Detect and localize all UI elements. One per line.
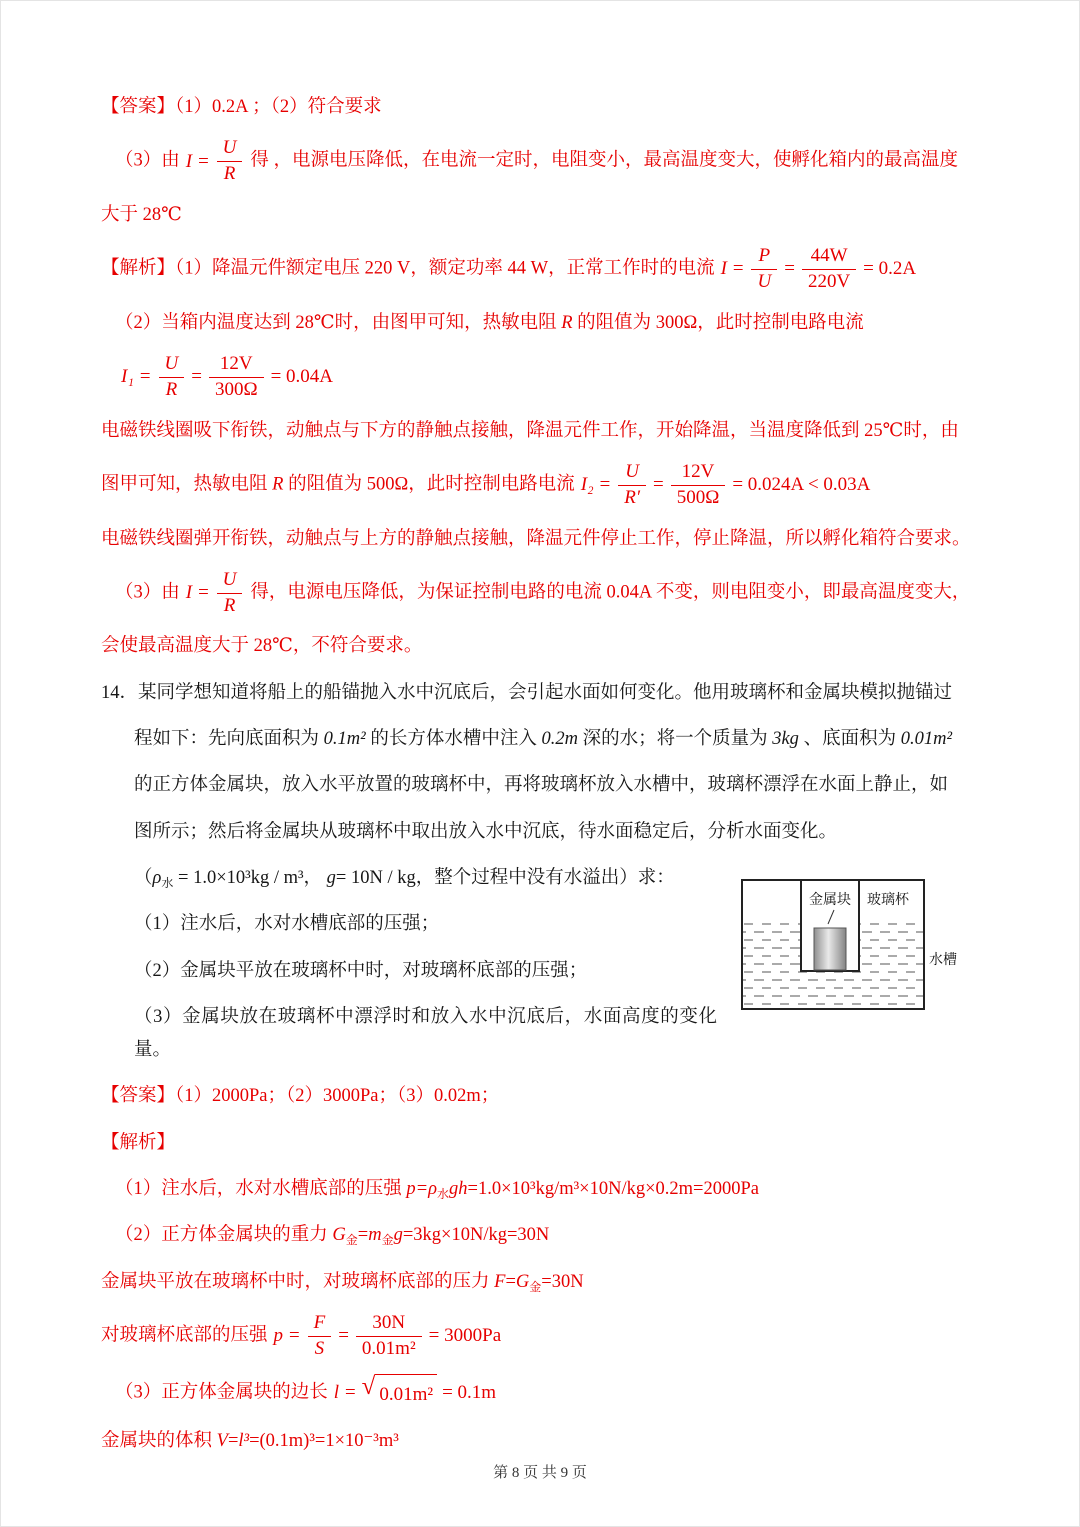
- fraction: [209, 353, 264, 402]
- fraction: [671, 461, 726, 510]
- math-run: =30N: [541, 1271, 584, 1292]
- variable-g: g: [393, 1225, 403, 1246]
- q14-solution-section: [101, 1080, 987, 1458]
- q13-answer-text: 【答案】（1）0.2A ；（2）符合要求: [101, 97, 382, 117]
- text-run: 、底面积为: [803, 729, 897, 750]
- subscript-metal: 金: [381, 1233, 394, 1248]
- metal-block: [814, 928, 846, 970]
- text-run: （3）金属块放在玻璃杯中漂浮时和放入水中沉底后，水面高度的变化量。: [134, 1006, 717, 1061]
- text-run: 图甲可知，热敏电阻: [101, 474, 268, 495]
- rho-subscript-water: 水: [161, 875, 174, 890]
- q14-answer-line: [101, 1080, 987, 1113]
- label-water-tank: 水槽: [929, 952, 957, 968]
- text-run: （3）由: [115, 150, 180, 171]
- q14-stem-line2: [134, 723, 987, 756]
- q13-answer-part3-line: [115, 137, 987, 186]
- math-value: 0.2m: [541, 729, 578, 750]
- math-run: p=ρ: [406, 1179, 438, 1200]
- fraction-denominator: R: [223, 163, 236, 185]
- text-run: 的阻值为 300Ω，此时控制电路电流: [577, 312, 864, 333]
- math-value: = 1.0×10³kg / m³，: [178, 867, 323, 888]
- text-run: 大于 28℃: [101, 204, 182, 225]
- text-run: 14．某同学想知道将船上的船锚抛入水中沉底后，会引起水面如何变化。他用玻璃杯和金属块模拟抛锚过: [101, 682, 953, 703]
- fraction-denominator: 500Ω: [676, 486, 720, 508]
- formula-result: = 0.024A < 0.03A: [732, 474, 871, 496]
- formula-i-equals-u-over-r: [186, 137, 245, 186]
- fraction: [618, 461, 646, 510]
- math-run: gh: [449, 1179, 468, 1200]
- text-run: 深的水；将一个质量为: [582, 729, 768, 750]
- formula-lhs: p =: [273, 1325, 301, 1347]
- fraction-denominator: S: [314, 1337, 325, 1359]
- text-run: ，整个过程中没有水溢出）求：: [415, 867, 675, 888]
- fraction-numerator: F: [308, 1312, 332, 1337]
- variable-G: G: [515, 1271, 530, 1292]
- q13-analysis-line6: [101, 523, 987, 556]
- variable-rho: ρ: [152, 867, 162, 888]
- label-metal-block: 金属块: [809, 892, 851, 908]
- text-run: 的正方体金属块，放入水平放置的玻璃杯中，再将玻璃杯放入水槽中，玻璃杯漂浮在水面上静止，如: [134, 775, 949, 796]
- variable-V: V: [216, 1430, 228, 1451]
- rho-subscript-water: 水: [437, 1187, 450, 1202]
- fraction: [159, 353, 185, 402]
- formula-lhs: I =: [720, 258, 745, 280]
- text-run: 得，电源电压降低，为保证控制电路的电流 0.04A 不变，则电阻变小，即最高温度变大，: [250, 582, 971, 603]
- page-number-text: 第 8 页 共 9 页: [493, 1465, 587, 1481]
- fraction-numerator: U: [618, 461, 646, 486]
- q14-analysis-part3-edge: [115, 1374, 987, 1412]
- fraction-numerator: 30N: [356, 1312, 422, 1337]
- q13-analysis-line5: [101, 461, 987, 510]
- equals-sign: =: [191, 366, 202, 388]
- text-run: 图所示；然后将金属块从玻璃杯中取出放入水中沉底，待水面稳定后，分析水面变化。: [134, 821, 838, 842]
- formula-lhs: l =: [333, 1381, 357, 1403]
- fraction-denominator: U: [757, 270, 772, 292]
- text-run: 对玻璃杯底部的压强: [101, 1325, 268, 1346]
- equals-sign: =: [505, 1271, 516, 1292]
- q14-figure: [735, 864, 987, 1022]
- text-run: （2）正方体金属块的重力: [115, 1225, 328, 1246]
- q14-analysis-part1: [115, 1173, 987, 1206]
- fraction: [217, 569, 243, 618]
- q14-analysis-part2-pressure: [101, 1312, 987, 1361]
- math-value: 0.1m²: [323, 729, 366, 750]
- formula-result: = 3000Pa: [428, 1325, 502, 1347]
- fraction-numerator: U: [159, 353, 185, 378]
- fraction-denominator: R: [223, 594, 236, 616]
- math-run: =(0.1m)³=1×10⁻³m³: [249, 1430, 399, 1451]
- q14-question-section: [101, 677, 987, 1068]
- subscript-metal: 金: [529, 1279, 542, 1294]
- formula-rated-current: [721, 245, 917, 294]
- radical-sign: √: [361, 1372, 376, 1400]
- variable-G: G: [332, 1225, 346, 1246]
- label-glass-cup: 玻璃杯: [867, 892, 909, 908]
- text-run: （1）注水后，水对水槽底部的压强；: [134, 914, 440, 935]
- q14-analysis-part3-volume: [101, 1425, 987, 1458]
- fraction-denominator: R: [165, 378, 178, 400]
- math-value: 3kg: [772, 729, 799, 750]
- q13-analysis-current1-formula: [115, 353, 987, 402]
- text-run: 程如下：先向底面积为: [134, 729, 320, 750]
- text-run: （1）注水后，水对水槽底部的压强: [115, 1179, 402, 1200]
- formula-i-equals-u-over-r: [186, 569, 245, 618]
- tank-cup-diagram: [735, 864, 987, 1022]
- equals-sign: =: [227, 1430, 239, 1451]
- formula-pressure-on-cup: [274, 1312, 502, 1361]
- variable-m: m: [368, 1225, 382, 1246]
- text-run: 电磁铁线圈吸下衔铁，动触点与下方的静触点接触，降温元件工作，开始降温，当温度降低到 25℃时，由: [101, 420, 959, 441]
- math-value: = 10N / kg: [335, 867, 416, 888]
- formula-result: = 0.2A: [863, 258, 917, 280]
- square-root: [362, 1374, 437, 1412]
- text-run: 电磁铁线圈弹开衔铁，动触点与上方的静触点接触，降温元件停止工作，停止降温，所以孵化箱符合要求。: [101, 528, 971, 549]
- text-run: 会使最高温度大于 28℃，不符合要求。: [101, 636, 423, 657]
- page-footer: [1, 1461, 1079, 1482]
- equals-sign: =: [357, 1225, 369, 1246]
- formula-lhs: I =: [185, 582, 210, 604]
- text-run: （3）正方体金属块的边长: [115, 1381, 328, 1402]
- formula-control-current-1: [121, 353, 333, 402]
- fraction-numerator: 44W: [802, 245, 856, 270]
- equals-sign: =: [784, 258, 795, 280]
- formula-lhs: I =: [185, 150, 210, 172]
- q14-analysis-part2-force: [101, 1266, 987, 1299]
- formula-result: = 0.1m: [442, 1381, 497, 1403]
- math-run: =1.0×10³kg/m³×10N/kg×0.2m=2000Pa: [467, 1179, 759, 1200]
- text-run: （3）由: [115, 582, 180, 603]
- q13-analysis-part3-cont: [101, 630, 987, 663]
- text-run: 金属块平放在玻璃杯中时，对玻璃杯底部的压力: [101, 1271, 490, 1292]
- math-value: 0.01m²: [900, 729, 952, 750]
- q14-analysis-label: [101, 1127, 987, 1160]
- fraction-numerator: 12V: [209, 353, 264, 378]
- variable-R: R: [561, 312, 573, 333]
- fraction-numerator: U: [217, 137, 243, 162]
- math-run: l³: [238, 1430, 250, 1451]
- fraction: [217, 137, 243, 186]
- q14-stem-line3: [134, 769, 987, 802]
- fraction-numerator: P: [751, 245, 777, 270]
- math-run: =3kg×10N/kg=30N: [402, 1225, 550, 1246]
- formula-edge-length: [334, 1374, 496, 1412]
- fraction: [308, 1312, 332, 1361]
- q13-analysis-part3-line: [115, 569, 987, 618]
- text-run: （2）金属块平放在玻璃杯中时，对玻璃杯底部的压强；: [134, 960, 588, 981]
- text-run: （: [134, 867, 153, 888]
- q14-stem-line1: [101, 677, 987, 710]
- text-run: （2）当箱内温度达到 28℃时，由图甲可知，热敏电阻: [115, 312, 557, 333]
- fraction-numerator: 12V: [671, 461, 726, 486]
- equals-sign: =: [338, 1325, 349, 1347]
- q13-analysis-line1: [101, 245, 987, 294]
- equals-sign: =: [652, 474, 664, 496]
- variable-R: R: [272, 474, 284, 495]
- fraction: [356, 1312, 422, 1361]
- fraction-denominator: 220V: [807, 270, 851, 292]
- fraction-denominator: R′: [624, 486, 640, 508]
- text-run: 的长方体水槽中注入: [370, 729, 537, 750]
- text-run: 【解析】: [101, 1132, 176, 1153]
- fraction-denominator: 0.01m²: [361, 1337, 416, 1359]
- formula-control-current-2: [581, 461, 871, 510]
- variable-g: g: [326, 867, 336, 888]
- text-run: 得 ，电源电压降低，在电流一定时，电阻变小，最高温度变大，使孵化箱内的最高温度: [250, 150, 959, 171]
- text-run: 金属块的体积: [101, 1430, 213, 1451]
- formula-lhs: I₁ =: [121, 366, 152, 388]
- fraction: [751, 245, 777, 294]
- formula-lhs: I₂ =: [580, 474, 612, 496]
- q13-solution-section: [101, 91, 987, 664]
- q14-analysis-part2-weight: [115, 1219, 987, 1252]
- q13-answer-line: [101, 91, 987, 124]
- q13-analysis-line4: [101, 415, 987, 448]
- variable-F: F: [494, 1271, 506, 1292]
- text-run: 【答案】（1）2000Pa；（2）3000Pa；（3）0.02m；: [101, 1086, 500, 1107]
- q13-answer-part3-cont: [101, 199, 987, 232]
- text-run: 【解析】（1）降温元件额定电压 220 V，额定功率 44 W，正常工作时的电流: [101, 258, 715, 279]
- formula-result: = 0.04A: [270, 366, 334, 388]
- fraction: [802, 245, 856, 294]
- subscript-metal: 金: [345, 1233, 358, 1248]
- q13-analysis-line2: [115, 307, 987, 340]
- fraction-numerator: U: [217, 569, 243, 594]
- radicand: 0.01m²: [375, 1374, 437, 1412]
- fraction-denominator: 300Ω: [214, 378, 258, 400]
- q14-stem-line4: [134, 816, 987, 849]
- text-run: 的阻值为 500Ω，此时控制电路电流: [288, 474, 575, 495]
